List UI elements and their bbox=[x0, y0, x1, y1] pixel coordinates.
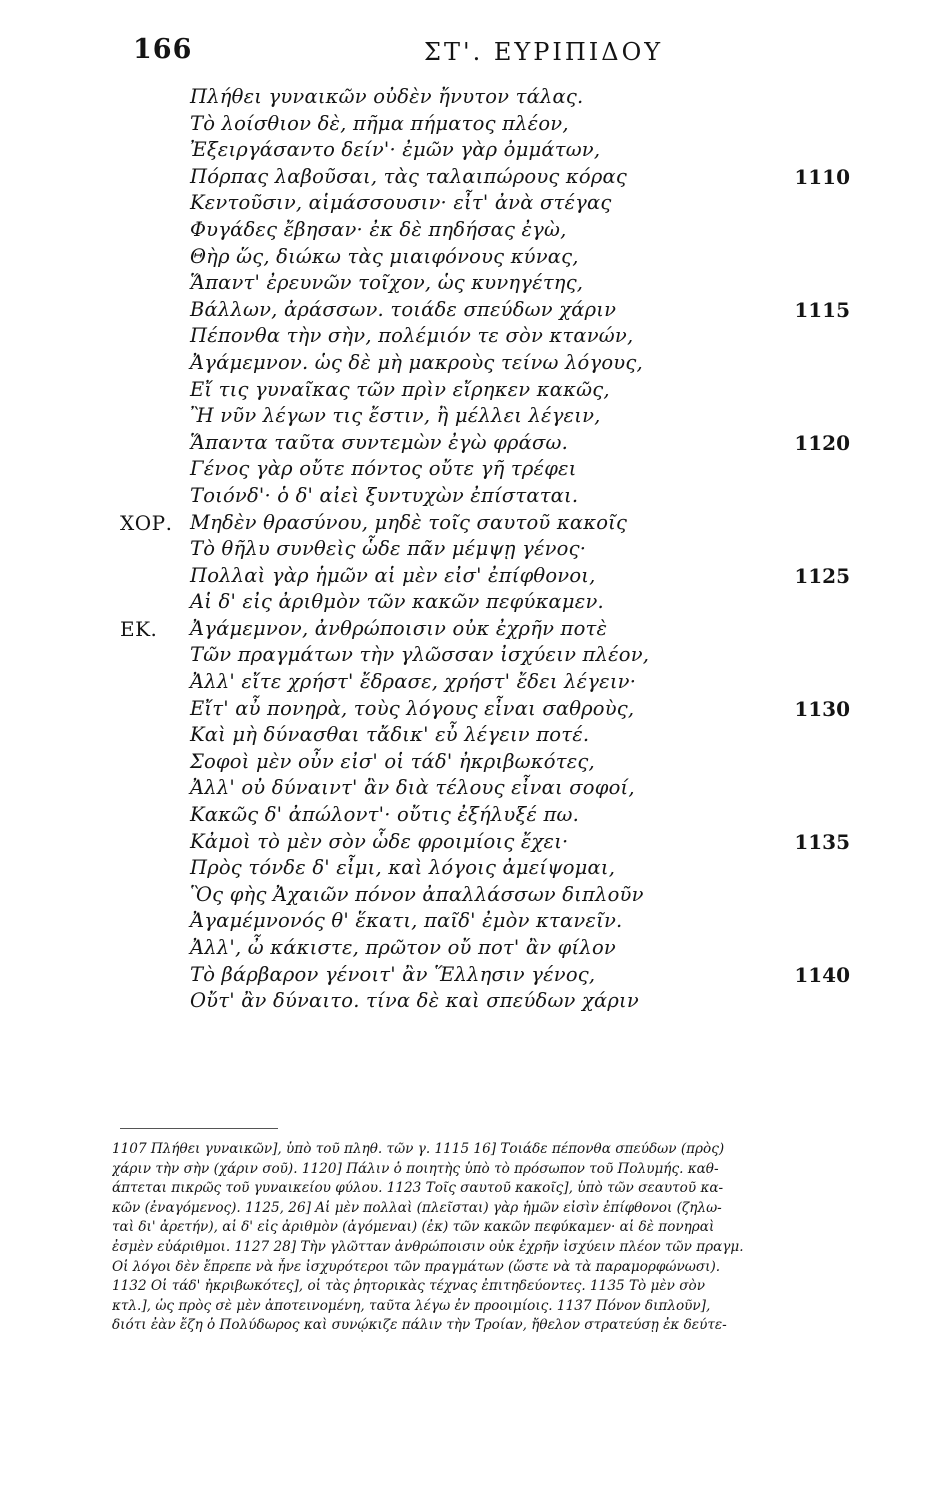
verse-line bbox=[0, 935, 927, 962]
line-number: 1130 bbox=[794, 696, 850, 721]
footnote-line: κῶν (ἐναγόμενος). 1125, 26] Αἱ μὲν πολλαὶ (πλεῖσται) γὰρ ἡμῶν εἰσὶν ἐπίφθονοι (ζηλω- bbox=[112, 1199, 722, 1216]
verse-line bbox=[0, 802, 927, 829]
verse-text: Τῶν πραγμάτων τὴν γλῶσσαν ἰσχύειν πλέον, bbox=[190, 643, 650, 667]
verse-text: Ἀγαμέμνονός θ' ἕκατι, παῖδ' ἐμὸν κτανεῖν. bbox=[190, 909, 623, 933]
verse-text: Ἀγάμεμνον. ὡς δὲ μὴ μακροὺς τείνω λόγους, bbox=[190, 350, 643, 374]
verse-line bbox=[0, 297, 927, 324]
line-number: 1140 bbox=[794, 962, 850, 987]
verse-text: Καὶ μὴ δύνασθαι τἄδικ' εὖ λέγειν ποτέ. bbox=[190, 723, 590, 747]
footnote-line: κτλ.], ὡς πρὸς σὲ μὲν ἀποτεινομένη, ταῦτα λέγω ἐν προοιμίοις. 1137 Πόνον διπλοῦν], bbox=[112, 1297, 711, 1314]
verse-line bbox=[0, 563, 927, 590]
verse-text: Αἱ δ' εἰς ἀριθμὸν τῶν κακῶν πεφύκαμεν. bbox=[190, 590, 604, 614]
verse-text: Φυγάδες ἔβησαν· ἐκ δὲ πηδήσας ἐγὼ, bbox=[190, 217, 567, 241]
footnote-line: ταὶ δι' ἀρετήν), αἱ δ' εἰς ἀριθμὸν (ἀγόμεναι) (ἐκ) τῶν κακῶν πεφύκαμεν· αἱ δὲ πονηραὶ bbox=[112, 1219, 715, 1236]
running-title: ΣΤ'. ΕΥΡΙΠΙΔΟΥ bbox=[424, 38, 664, 66]
verse-line bbox=[0, 510, 927, 537]
verse-line bbox=[0, 430, 927, 457]
verse-line bbox=[0, 244, 927, 271]
verse-text: Τὸ λοίσθιον δὲ, πῆμα πήματος πλέον, bbox=[190, 111, 569, 135]
verse-line bbox=[0, 217, 927, 244]
line-number: 1120 bbox=[794, 430, 850, 455]
footnote-divider bbox=[120, 1128, 278, 1129]
verse-text: Ἀλλ', ὦ κάκιστε, πρῶτον οὔ ποτ' ἂν φίλον bbox=[190, 936, 616, 959]
verse-line bbox=[0, 270, 927, 297]
footnote-line: 1107 Πλήθει γυναικῶν], ὑπὸ τοῦ πληθ. τῶν γ. 1115 16] Τοιάδε πέπονθα σπεύδων (πρὸς) bbox=[112, 1141, 725, 1157]
verse-line bbox=[0, 642, 927, 669]
verse-text: Γένος γὰρ οὔτε πόντος οὔτε γῆ τρέφει bbox=[190, 457, 577, 481]
verse-line bbox=[0, 350, 927, 377]
line-number: 1110 bbox=[794, 164, 850, 189]
verse-text: Κἀμοὶ τὸ μὲν σὸν ὧδε φροιμίοις ἔχει· bbox=[190, 829, 569, 853]
footnote-line: 1132 Οἱ τάδ' ἠκριβωκότες], οἱ τὰς ῥητορικὰς τέχνας ἐπιτηδεύοντες. 1135 Τὸ μὲν σὸν bbox=[112, 1278, 705, 1295]
verse-line bbox=[0, 855, 927, 882]
verse-text: Πρὸς τόνδε δ' εἶμι, καὶ λόγοις ἀμείψομαι, bbox=[190, 856, 616, 880]
line-number: 1135 bbox=[794, 829, 850, 854]
verse-line bbox=[0, 111, 927, 138]
verse-line bbox=[0, 84, 927, 111]
verse-text: Πολλαὶ γὰρ ἡμῶν αἱ μὲν εἰσ' ἐπίφθονοι, bbox=[190, 563, 596, 587]
verse-line bbox=[0, 164, 927, 191]
verse-line bbox=[0, 775, 927, 802]
verse-line bbox=[0, 988, 927, 1015]
verse-line bbox=[0, 962, 927, 989]
verse-line bbox=[0, 616, 927, 643]
verse-text: Πόρπας λαβοῦσαι, τὰς ταλαιπώρους κόρας bbox=[190, 164, 628, 188]
footnote-line: ἐσμὲν εὐάριθμοι. 1127 28] Τὴν γλῶτταν ἀνθρώποισιν οὐκ ἐχρῆν ἰσχύειν πλέον τῶν πραγμ. bbox=[112, 1238, 744, 1255]
verse-line bbox=[0, 137, 927, 164]
verse-text: Ἅπαντα ταῦτα συντεμὼν ἐγὼ φράσω. bbox=[190, 430, 569, 454]
verse-text: Τὸ βάρβαρον γένοιτ' ἂν Ἕλλησιν γένος, bbox=[190, 962, 596, 986]
page-number: 166 bbox=[133, 34, 193, 65]
verse-text: Πέπονθα τὴν σὴν, πολέμιόν τε σὸν κτανών, bbox=[190, 324, 634, 348]
verse-text: Τὸ θῆλυ συνθεὶς ὧδε πᾶν μέμψῃ γένος· bbox=[190, 537, 587, 561]
verse-line bbox=[0, 589, 927, 616]
verse-text: Πλήθει γυναικῶν οὐδὲν ἤνυτον τάλας. bbox=[190, 85, 584, 108]
verse-line bbox=[0, 749, 927, 776]
verse-line bbox=[0, 908, 927, 935]
footnote-line: χάριν τὴν σὴν (χάριν σοῦ). 1120] Πάλιν ὁ ποιητὴς ὑπὸ τὸ πρόσωπον τοῦ Πολυμής. καθ- bbox=[112, 1160, 719, 1177]
verse-line bbox=[0, 403, 927, 430]
footnote-line: Οἱ λόγοι δὲν ἔπρεπε νὰ ἦνε ἰσχυρότεροι τῶν πραγμάτων (ὥστε νὰ τὰ παραμορφώνωσι). bbox=[112, 1258, 721, 1275]
line-number: 1115 bbox=[794, 297, 850, 322]
verse-text: Ἢ νῦν λέγων τις ἔστιν, ἢ μέλλει λέγειν, bbox=[190, 404, 601, 428]
verse-text: Εἴ τις γυναῖκας τῶν πρὶν εἴρηκεν κακῶς, bbox=[190, 377, 610, 401]
speaker-label: ΕΚ. bbox=[120, 616, 158, 641]
verse-text: Οὔτ' ἂν δύναιτο. τίνα δὲ καὶ σπεύδων χάριν bbox=[190, 989, 639, 1013]
verse-line bbox=[0, 882, 927, 909]
verse-line bbox=[0, 456, 927, 483]
verse-line bbox=[0, 722, 927, 749]
speaker-label: ΧΟΡ. bbox=[120, 510, 173, 535]
verse-text: Κεντοῦσιν, αἱμάσσουσιν· εἶτ' ἀνὰ στέγας bbox=[190, 191, 612, 215]
verse-text: Σοφοὶ μὲν οὖν εἰσ' οἱ τάδ' ἠκριβωκότες, bbox=[190, 749, 595, 773]
line-number: 1125 bbox=[794, 563, 850, 588]
verse-text: Εἴτ' αὖ πονηρὰ, τοὺς λόγους εἶναι σαθροὺς, bbox=[190, 696, 635, 720]
verse-text: Ἅπαντ' ἐρευνῶν τοῖχον, ὡς κυνηγέτης, bbox=[190, 271, 584, 295]
verse-text: Βάλλων, ἀράσσων. τοιάδε σπεύδων χάριν bbox=[190, 297, 617, 321]
verse-line bbox=[0, 323, 927, 350]
verse-text: Ἀλλ' οὐ δύναιντ' ἂν διὰ τέλους εἶναι σοφοί, bbox=[190, 776, 635, 800]
verse-line bbox=[0, 829, 927, 856]
verse-text: Μηδὲν θρασύνου, μηδὲ τοῖς σαυτοῦ κακοῖς bbox=[190, 510, 628, 534]
verse-text: Ἀγάμεμνον, ἀνθρώποισιν οὐκ ἐχρῆν ποτὲ bbox=[190, 616, 608, 640]
verse-text: Ὃς φὴς Ἀχαιῶν πόνον ἀπαλλάσσων διπλοῦν bbox=[190, 882, 644, 906]
verse-line bbox=[0, 669, 927, 696]
verse-text: Κακῶς δ' ἀπώλοντ'· οὔτις ἐξήλυξέ πω. bbox=[190, 803, 579, 827]
verse-text: Ἀλλ' εἴτε χρήστ' ἔδρασε, χρήστ' ἔδει λέγειν· bbox=[190, 670, 637, 694]
verse-block bbox=[0, 84, 927, 1015]
verse-text: Τοιόνδ'· ὁ δ' αἰεὶ ξυντυχὼν ἐπίσταται. bbox=[190, 483, 579, 507]
verse-line bbox=[0, 377, 927, 404]
footnote-line: άπτεται πικρῶς τοῦ γυναικείου φύλου. 1123 Τοῖς σαυτοῦ κακοῖς], ὑπὸ τῶν σεαυτοῦ κα- bbox=[112, 1180, 724, 1197]
verse-line bbox=[0, 483, 927, 510]
verse-text: Θὴρ ὥς, διώκω τὰς μιαιφόνους κύνας, bbox=[190, 244, 579, 268]
verse-line bbox=[0, 536, 927, 563]
footnotes bbox=[112, 1140, 850, 1336]
verse-line bbox=[0, 190, 927, 217]
verse-text: Ἐξειργάσαντο δείν'· ἐμῶν γὰρ ὀμμάτων, bbox=[190, 138, 601, 162]
verse-line bbox=[0, 696, 927, 723]
footnote-line: διότι ἐὰν ἔζη ὁ Πολύδωρος καὶ συνῴκιζε πάλιν τὴν Τροίαν, ἤθελον στρατεύσῃ ἐκ δεύτε- bbox=[112, 1317, 727, 1334]
